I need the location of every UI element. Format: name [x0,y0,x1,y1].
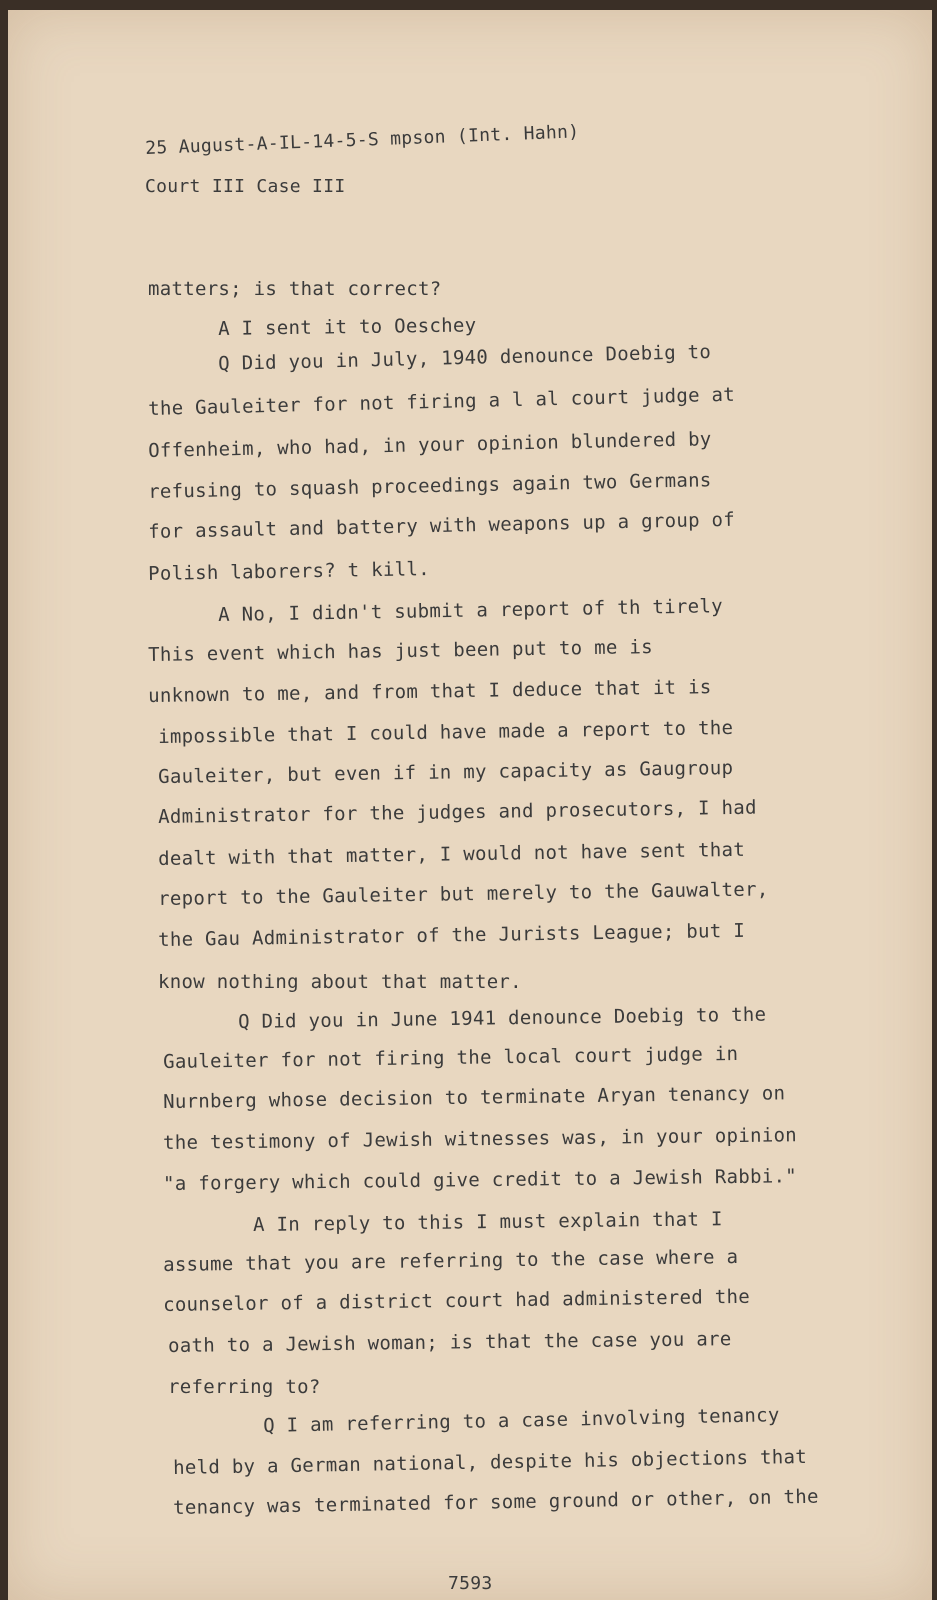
body-line: Q Did you in June 1941 denounce Doebig to the [237,1003,767,1033]
body-line: A In reply to this I must explain that I [252,1208,723,1236]
body-line: the testimony of Jewish witnesses was, in your opinion [162,1124,798,1154]
header-line-1: 25 August-A-IL-14-5-S mpson (Int. Hahn) [144,121,580,159]
body-line: This event which has just been put to me is [147,636,654,666]
body-line: Q Did you in July, 1940 denounce Doebig to [217,340,712,375]
header-line-2: Court III Case III [145,176,346,197]
body-line: Gauleiter, but even if in my capacity as Gaugroup [157,756,734,788]
body-line: Gauleiter for not firing the local court judge in [162,1042,739,1073]
body-line: matters; is that correct? [148,278,442,300]
body-line: know nothing about that matter. [158,971,522,993]
body-line: tenancy was terminated for some ground or other, on the [172,1485,819,1519]
document-page [8,10,932,1600]
body-line: Polish laborers? t kill. [147,558,431,585]
body-line: counselor of a district court had administered the [162,1285,751,1316]
body-line: A No, I didn't submit a report of th tirely [217,595,724,626]
body-line: A I sent it to Oeschey [217,314,477,340]
body-line: held by a German national, despite his objections that [172,1445,808,1479]
body-line: assume that you are referring to the case where a [162,1245,739,1276]
body-line: unknown to me, and from that I deduce that it is [147,676,712,707]
body-line: Offenheim, who had, in your opinion blundered by [147,428,712,462]
body-line: referring to? [168,1376,321,1398]
body-line: Nurnberg whose decision to terminate Aryan tenancy on [162,1082,786,1113]
body-line: "a forgery which could give credit to a Jewish Rabbi." [162,1165,798,1195]
body-line: the Gauleiter for not firing a l al court judge at [147,383,736,420]
body-line: dealt with that matter, I would not have sent that [157,838,746,870]
body-line: impossible that I could have made a report to the [157,716,734,748]
body-line: Administrator for the judges and prosecutors, I had [157,796,757,828]
body-line: for assault and battery with weapons up a group of [147,508,736,543]
page-number: 7593 [448,1573,493,1594]
body-line: the Gau Administrator of the Jurists League; but I [157,919,746,951]
body-line: oath to a Jewish woman; is that the case you are [167,1328,732,1357]
body-line: report to the Gauleiter but merely to the Gauwalter, [157,878,769,910]
body-line: Q I am referring to a case involving tenancy [262,1404,780,1437]
body-line: refusing to squash proceedings again two Germans [147,469,712,503]
